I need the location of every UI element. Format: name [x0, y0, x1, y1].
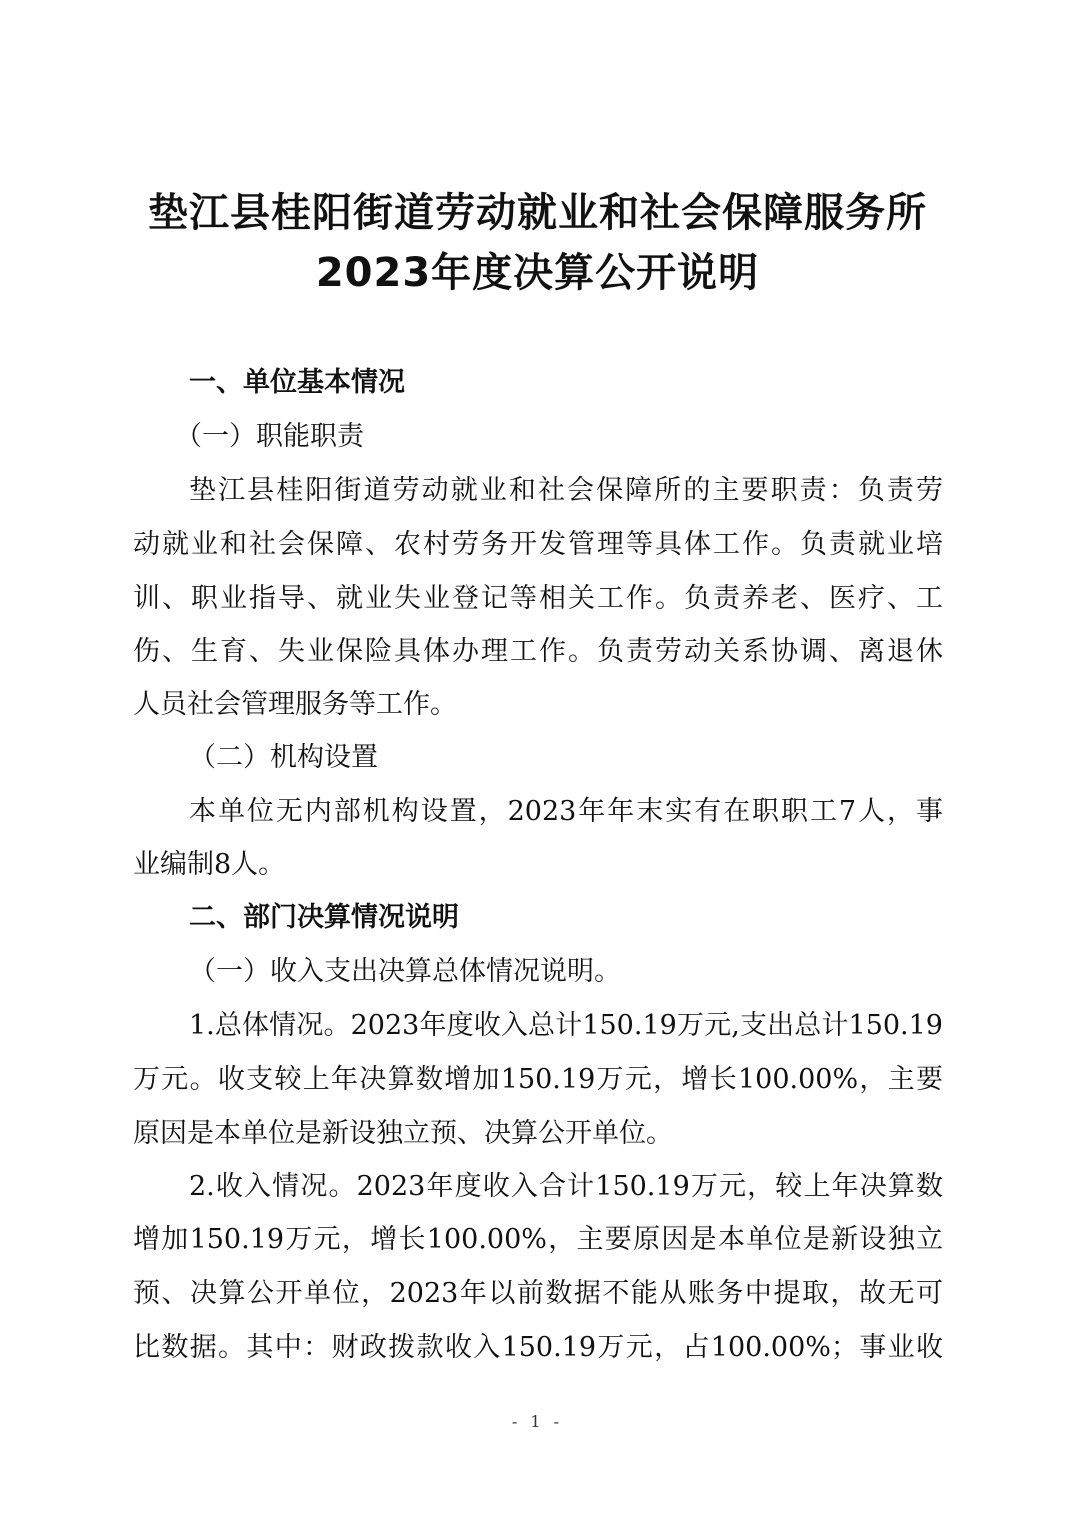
sub3-heading: （一）收入支出决算总体情况说明。	[189, 956, 621, 987]
duties-line: 人员社会管理服务等工作。	[133, 689, 457, 720]
section2-heading: 二、部门决算情况说明	[189, 902, 459, 933]
duties-line: 伤、生育、失业保险具体办理工作。负责劳动关系协调、离退休	[133, 636, 943, 667]
document-title-line2: 2023年度决算公开说明	[315, 250, 760, 296]
document-title-line1: 垫江县桂阳街道劳动就业和社会保障服务所	[148, 190, 927, 236]
sub2-heading: （二）机构设置	[189, 742, 378, 773]
page-number: - 1 -	[511, 1412, 564, 1431]
org-line: 本单位无内部机构设置，2023年年末实有在职职工7人，事	[189, 796, 943, 827]
sub1-heading: （一）职能职责	[175, 421, 364, 452]
org-line: 业编制8人。	[133, 849, 286, 880]
section1-heading: 一、单位基本情况	[189, 367, 405, 398]
income-line: 预、决算公开单位，2023年以前数据不能从账务中提取，故无可	[133, 1278, 943, 1309]
overall-line: 万元。收支较上年决算数增加150.19万元，增长100.00%，主要	[133, 1064, 943, 1095]
duties-line: 动就业和社会保障、农村劳务开发管理等具体工作。负责就业培	[133, 529, 943, 560]
duties-line: 训、职业指导、就业失业登记等相关工作。负责养老、医疗、工	[133, 583, 943, 614]
income-line: 比数据。其中：财政拨款收入150.19万元，占100.00%；事业收	[133, 1332, 943, 1363]
income-line: 2.收入情况。2023年度收入合计150.19万元，较上年决算数	[189, 1171, 943, 1202]
duties-line: 垫江县桂阳街道劳动就业和社会保障所的主要职责：负责劳	[189, 475, 943, 506]
income-line: 增加150.19万元，增长100.00%，主要原因是本单位是新设独立	[133, 1224, 943, 1255]
overall-line: 原因是本单位是新设独立预、决算公开单位。	[133, 1118, 673, 1149]
overall-line: 1.总体情况。2023年度收入总计150.19万元,支出总计150.19	[189, 1010, 943, 1041]
